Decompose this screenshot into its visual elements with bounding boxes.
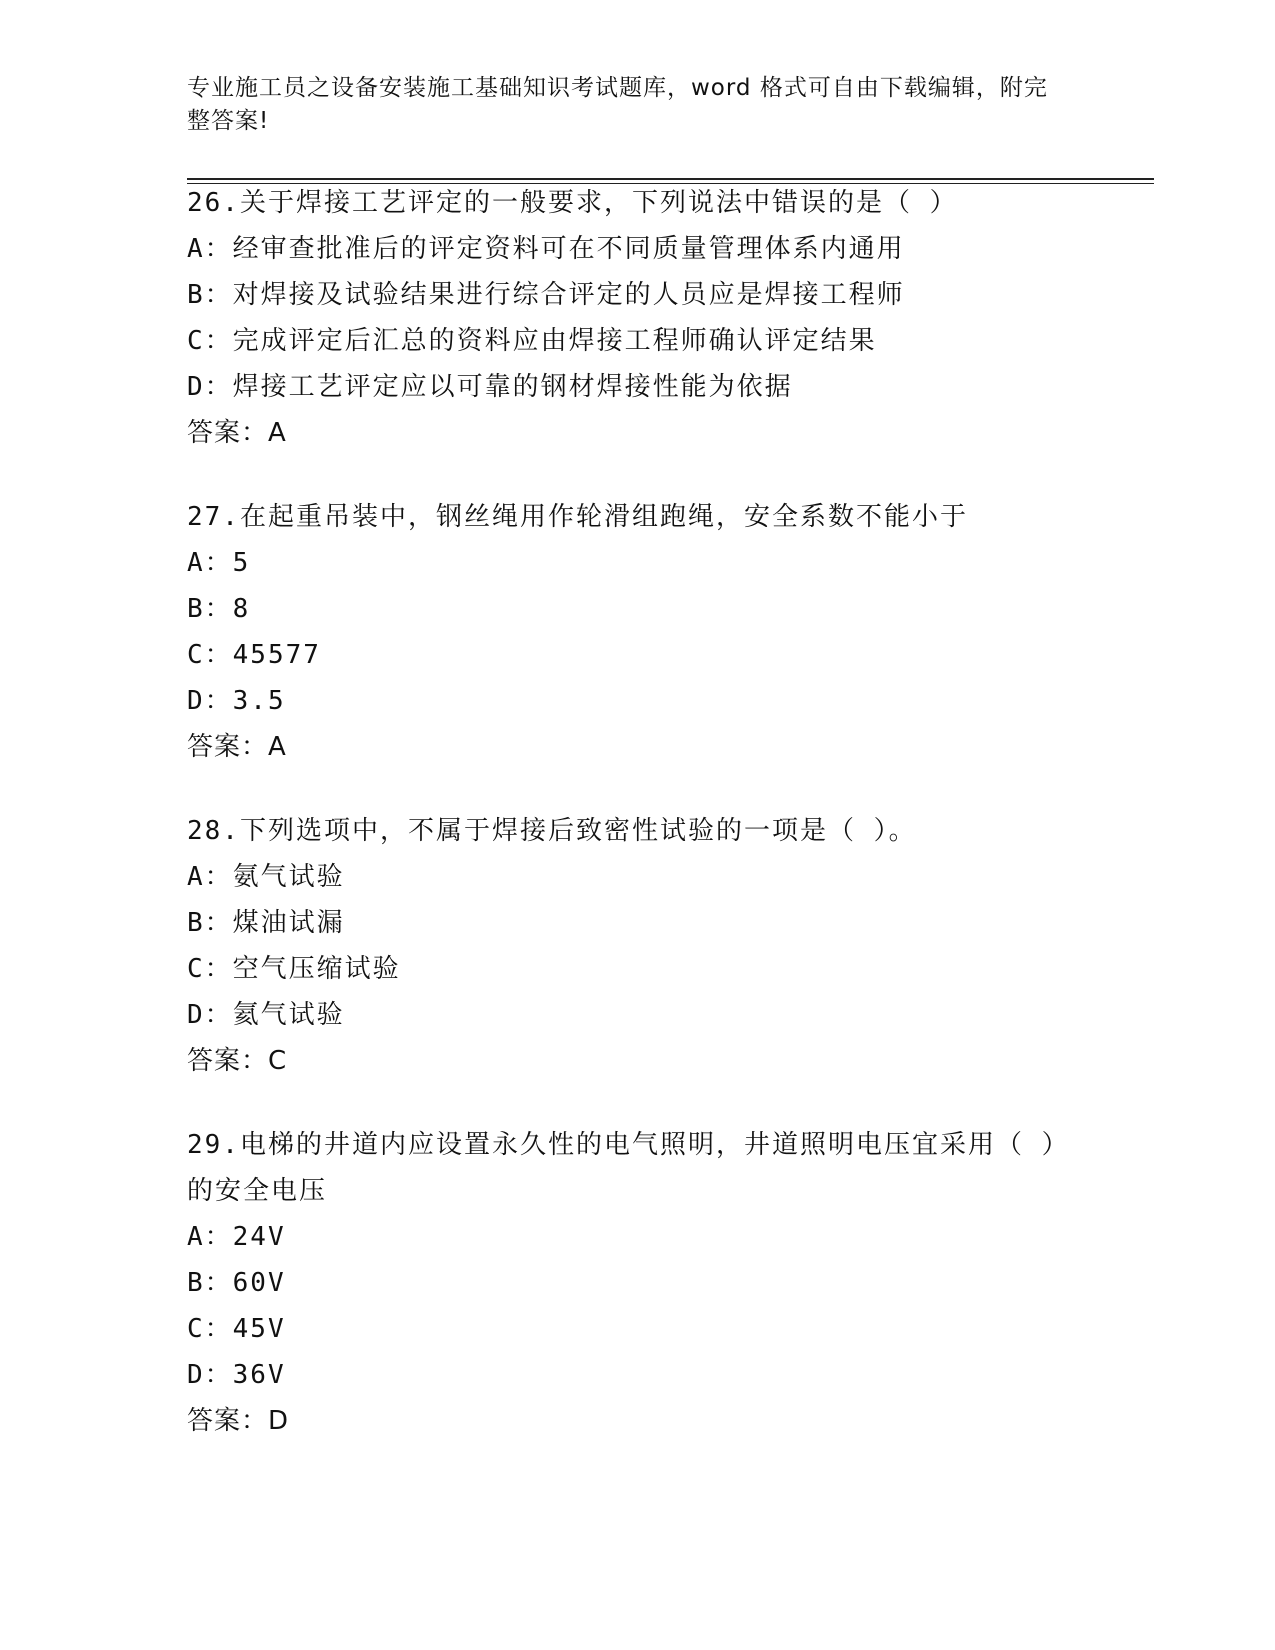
question-26 xyxy=(187,180,1087,456)
question-28 xyxy=(187,808,1087,1084)
option-b: B：煤油试漏 xyxy=(187,908,345,938)
option-b: B：对焊接及试验结果进行综合评定的人员应是焊接工程师 xyxy=(187,280,905,310)
option-d: D：氦气试验 xyxy=(187,1000,345,1030)
question-stem: 27.在起重吊装中，钢丝绳用作轮滑组跑绳，安全系数不能小于 xyxy=(187,502,968,532)
question-29 xyxy=(187,1122,1087,1444)
option-a: A：氨气试验 xyxy=(187,862,345,892)
answer-label: 答案：D xyxy=(187,1406,290,1436)
option-c: C：完成评定后汇总的资料应由焊接工程师确认评定结果 xyxy=(187,326,877,356)
option-a: A：24V xyxy=(187,1222,286,1252)
option-a: A：经审查批准后的评定资料可在不同质量管理体系内通用 xyxy=(187,234,905,264)
option-b: B：8 xyxy=(187,594,251,624)
answer-label: 答案：C xyxy=(187,1046,288,1076)
option-b: B：60V xyxy=(187,1268,286,1298)
question-stem: 29.电梯的井道内应设置永久性的电气照明，井道照明电压宜采用（ ）的安全电压 xyxy=(187,1130,1057,1206)
question-stem: 26.关于焊接工艺评定的一般要求，下列说法中错误的是（ ） xyxy=(187,188,958,218)
option-d: D：36V xyxy=(187,1360,286,1390)
question-stem: 28.下列选项中，不属于焊接后致密性试验的一项是（ ）。 xyxy=(187,816,917,846)
question-27 xyxy=(187,494,1087,770)
document-header: 专业施工员之设备安装施工基础知识考试题库，word 格式可自由下载编辑，附完整答案! xyxy=(187,75,1048,134)
answer-label: 答案：A xyxy=(187,418,287,448)
answer-label: 答案：A xyxy=(187,732,287,762)
option-c: C：空气压缩试验 xyxy=(187,954,401,984)
option-c: C：45V xyxy=(187,1314,286,1344)
option-c: C：45577 xyxy=(187,640,321,670)
option-a: A：5 xyxy=(187,548,251,578)
option-d: D：焊接工艺评定应以可靠的钢材焊接性能为依据 xyxy=(187,372,793,402)
option-d: D：3.5 xyxy=(187,686,286,716)
